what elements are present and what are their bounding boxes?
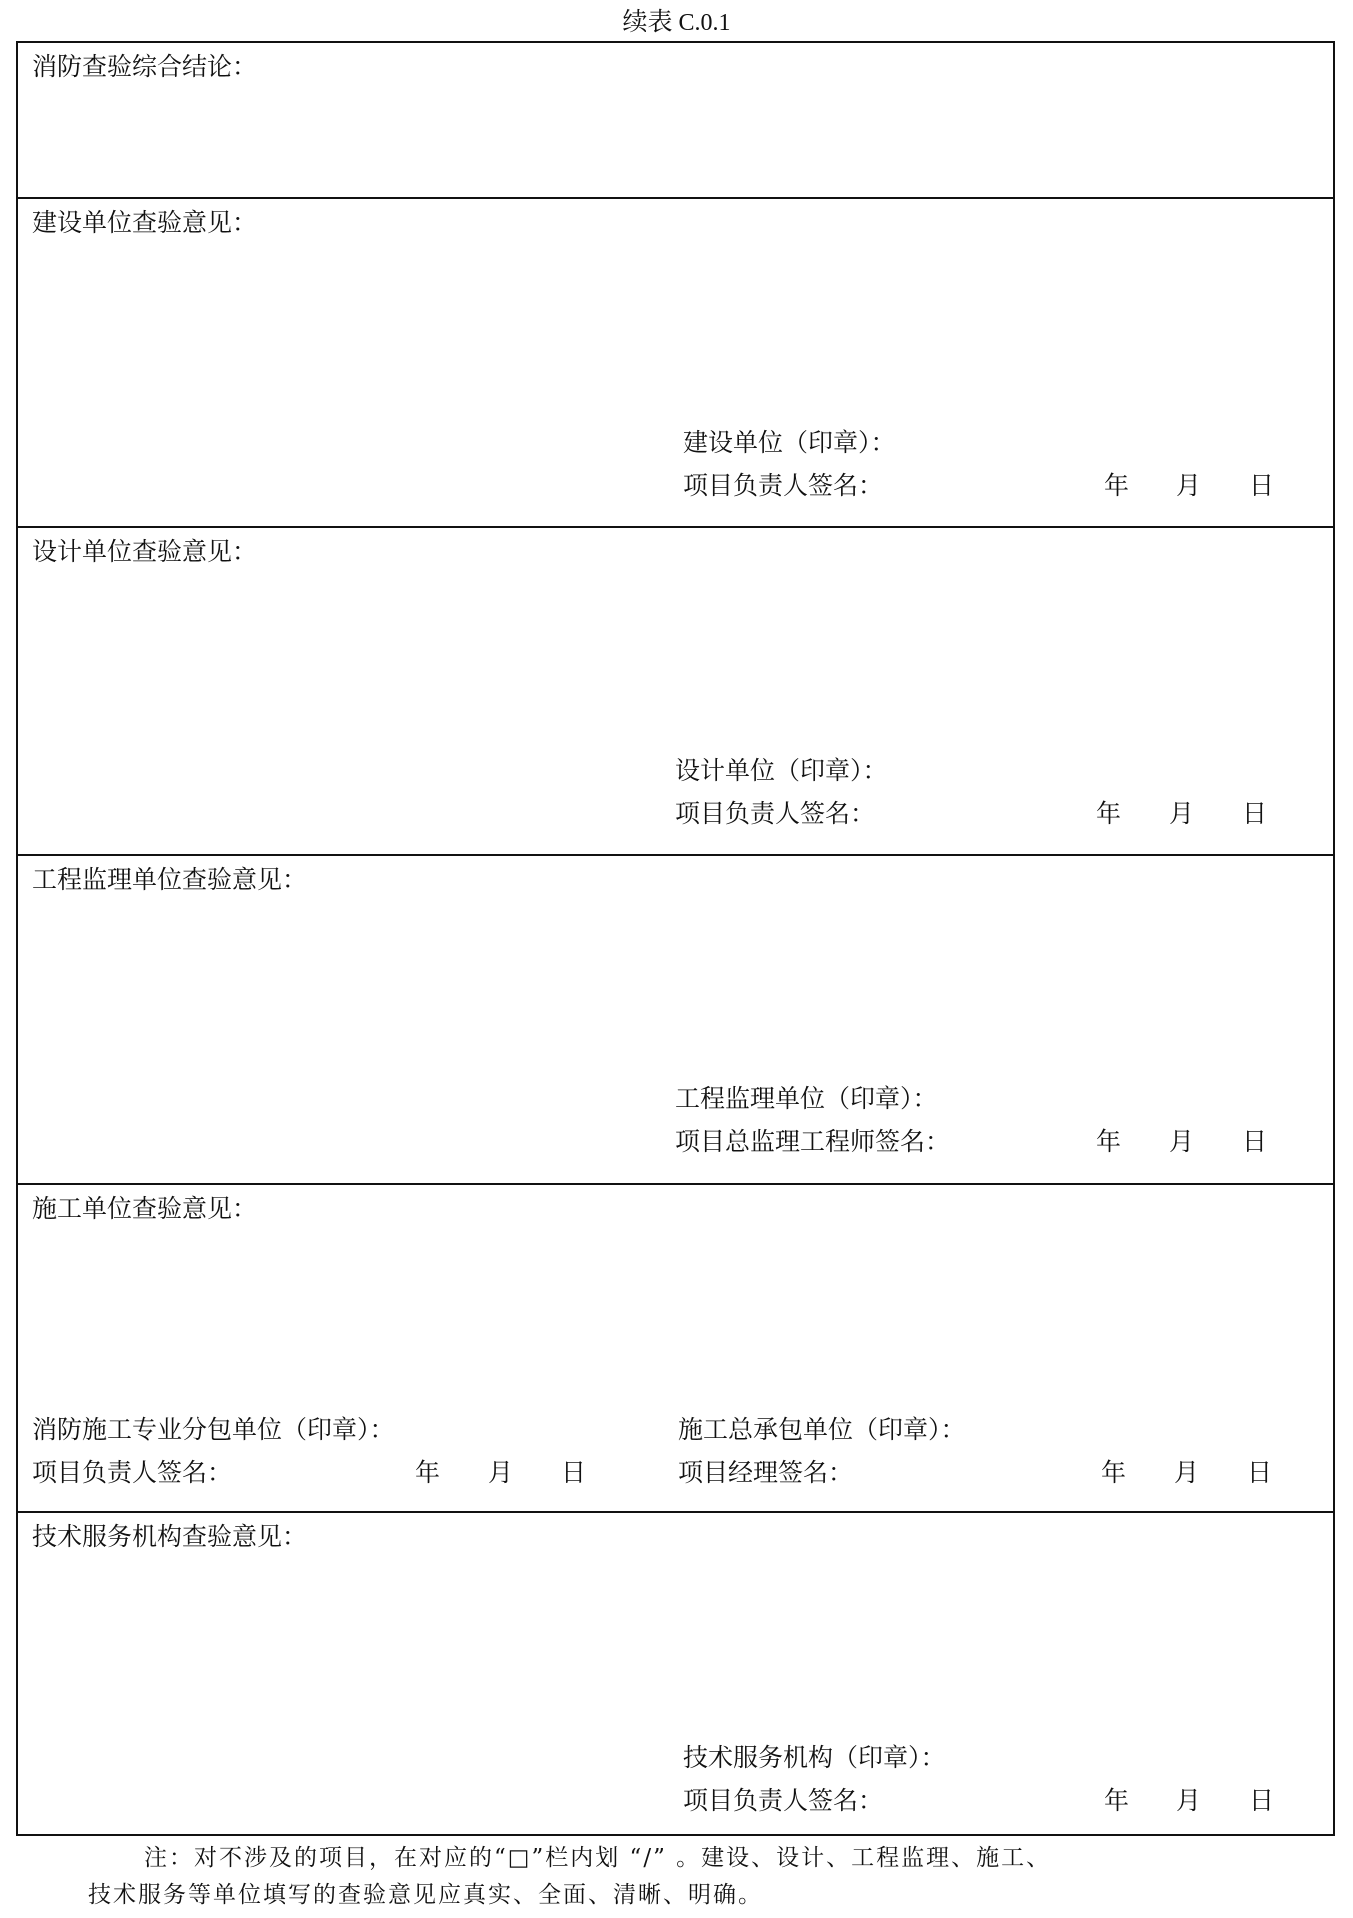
- section-constructor-unit: [18, 1185, 1333, 1513]
- day-label: 日: [1242, 799, 1268, 828]
- section-technical-service: [18, 1513, 1333, 1834]
- day-label: 日: [1247, 1458, 1273, 1487]
- signer-label: 项目负责人签名：: [683, 1786, 884, 1815]
- table-code: C.0.1: [678, 10, 731, 36]
- section-design-unit: [18, 528, 1333, 856]
- month-label: 月: [1176, 1786, 1202, 1815]
- year-label: 年: [415, 1458, 441, 1487]
- month-label: 月: [488, 1458, 514, 1487]
- seal-label: 技术服务机构（印章）：: [683, 1743, 946, 1772]
- subcontractor-seal-label: 消防施工专业分包单位（印章）：: [32, 1415, 395, 1444]
- day-label: 日: [1242, 1127, 1268, 1156]
- inspection-table: [16, 41, 1335, 1836]
- section-construction-unit: [18, 199, 1333, 528]
- table-title: [0, 6, 1353, 38]
- signer-label: 项目负责人签名：: [675, 799, 876, 828]
- subcontractor-signer-label: 项目负责人签名：: [32, 1458, 233, 1487]
- section-overall-conclusion: [18, 43, 1333, 199]
- month-label: 月: [1174, 1458, 1200, 1487]
- seal-label: 设计单位（印章）：: [675, 756, 888, 785]
- day-label: 日: [1249, 1786, 1275, 1815]
- year-label: 年: [1104, 471, 1130, 500]
- seal-label: 工程监理单位（印章）：: [675, 1084, 938, 1113]
- signer-label: 项目负责人签名：: [683, 471, 884, 500]
- section-heading: 工程监理单位查验意见：: [32, 865, 308, 894]
- general-contractor-signer-label: 项目经理签名：: [678, 1458, 854, 1487]
- day-label: 日: [1249, 471, 1275, 500]
- year-label: 年: [1096, 799, 1122, 828]
- month-label: 月: [1169, 1127, 1195, 1156]
- section-heading: 建设单位查验意见：: [32, 208, 258, 237]
- day-label: 日: [561, 1458, 587, 1487]
- year-label: 年: [1096, 1127, 1122, 1156]
- table-title-main: 续表: [622, 7, 673, 36]
- seal-label: 建设单位（印章）：: [683, 428, 896, 457]
- section-heading: 设计单位查验意见：: [32, 537, 258, 566]
- section-heading: 消防查验综合结论：: [32, 52, 258, 81]
- month-label: 月: [1169, 799, 1195, 828]
- month-label: 月: [1176, 471, 1202, 500]
- section-supervision-unit: [18, 856, 1333, 1185]
- footnote-line-1: 注：对不涉及的项目，在对应的“□”栏内划 “/” 。建设、设计、工程监理、施工、: [144, 1845, 1052, 1871]
- section-heading: 技术服务机构查验意见：: [32, 1522, 308, 1551]
- footnote-line-2: 技术服务等单位填写的查验意见应真实、全面、清晰、明确。: [88, 1882, 763, 1908]
- section-heading: 施工单位查验意见：: [32, 1194, 258, 1223]
- year-label: 年: [1104, 1786, 1130, 1815]
- year-label: 年: [1101, 1458, 1127, 1487]
- general-contractor-seal-label: 施工总承包单位（印章）：: [678, 1415, 966, 1444]
- signer-label: 项目总监理工程师签名：: [675, 1127, 951, 1156]
